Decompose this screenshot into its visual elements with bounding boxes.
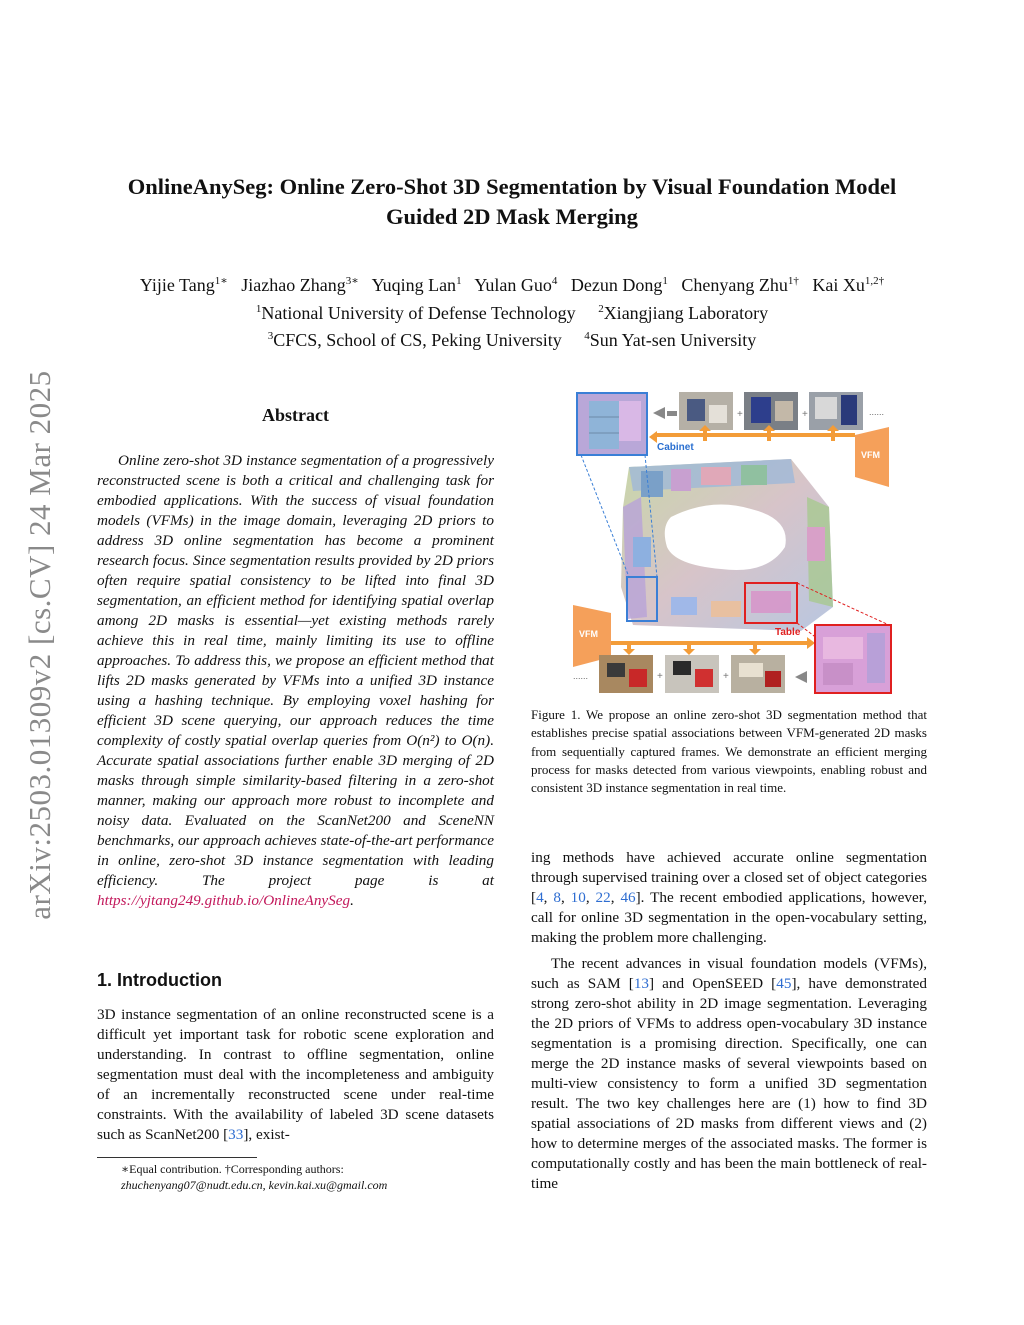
title-line-2: Guided 2D Mask Merging	[386, 204, 638, 229]
project-page-link[interactable]: https://yjtang249.github.io/OnlineAnySeg	[97, 892, 351, 909]
table-crop	[815, 625, 891, 693]
bottom-frame-strip	[573, 655, 807, 693]
reconstructed-scene	[621, 459, 833, 631]
author: Jiazhao Zhang$^{3∗}$	[241, 275, 359, 295]
intro-paragraph: 3D instance segmentation of an online reconstructed scene is a difficult yet important task for robotic scene exploration and understanding. In contrast to offline segmentation, online segmentation must deal with the incompleteness and ambiguity of an incrementally reconstructed scene under real-time constraints. With the availability of labeled 3D scene datasets such as ScanNet200 [33], exist-	[97, 1006, 494, 1143]
affiliation: $^1$National University of Defense Technology	[255, 302, 576, 323]
affiliation: $^3$CFCS, School of CS, Peking University	[267, 330, 562, 350]
label-table: Table	[775, 627, 801, 638]
citation-link[interactable]: 4	[536, 889, 544, 906]
label-vfm-top: VFM	[861, 450, 880, 460]
ellipsis: ......	[869, 407, 885, 417]
author: Yijie Tang$^{1∗}$	[139, 275, 228, 295]
author: Yulan Guo$^4$	[474, 275, 558, 295]
footnote	[97, 1161, 497, 1193]
label-cabinet: Cabinet	[657, 442, 694, 453]
author-block	[90, 270, 934, 353]
footnote-rule	[97, 1157, 257, 1158]
plus-sign: +	[737, 409, 743, 420]
cabinet-crop	[577, 393, 647, 455]
abstract-text: Online zero-shot 3D instance segmentation of a progressively reconstructed scene is both a critical and challenging task for embodied applications. With the success of visual foundation models (VFMs) in the image domain, leveraging 2D priors to address 3D online segmentation has become a prominent research focus. Since segmentation results provided by 2D priors often require spatial consistency to be lifted into final 3D segmentation, an efficient method for identifying spatial overlap among 2D masks is essential—yet existing methods rarely achieve this in real time, mainly limiting its use to offline approaches. To address this, we propose an efficient method that lifts 2D masks generated by VFMs into a unified 3D instance using a hashing technique. By employing voxel hashing for efficient 3D scene querying, our approach reduces the time complexity of costly spatial overlap queries from O(n²) to O(n). Accurate spatial associations further enable 3D merging of 2D masks through simple similarity-based filtering in a zero-shot manner, making our approach more robust to incomplete and noisy data. Evaluated on the ScanNet200 and SceneNN benchmarks, our approach achieves state-of-the-art performance in online, zero-shot 3D instance segmentation with leading efficiency. The project page is at https://yjtang249.github.io/OnlineAnySeg.	[97, 452, 494, 909]
author: Kai $Xu^{1,2\dagger}$	[812, 275, 885, 295]
arrow-right-icon	[795, 671, 807, 683]
affiliation-line-2	[90, 325, 934, 353]
citation-link[interactable]: 45	[776, 975, 792, 992]
arrow-left-icon	[653, 407, 665, 419]
figure-1-caption: Figure 1. We propose an online zero-shot 3D segmentation method that establishes precise spatial associations between VFM-generated 2D masks from sequentially captured frames. We demonstrate an efficient merging process for masks detected from various viewpoints, enabling robust and consistent 3D instance segmentation in real time.	[531, 707, 927, 796]
plus-sign: +	[657, 671, 663, 682]
bottom-arrows	[611, 637, 815, 655]
abstract-heading: Abstract	[262, 405, 329, 425]
citation-link[interactable]: 22	[595, 889, 611, 906]
author: Yuqing Lan$^1$	[371, 275, 462, 295]
ellipsis: ......	[573, 671, 589, 681]
author-list	[90, 270, 934, 298]
plus-sign: +	[802, 409, 808, 420]
paper-title	[90, 172, 934, 232]
citation-link[interactable]: 10	[570, 889, 586, 906]
arxiv-stamp-text: arXiv:2503.01309v2 [cs.CV] 24 Mar 2025	[22, 370, 57, 920]
right-paragraph-1: ing methods have achieved accurate online segmentation through supervised training over a closed set of object categories [4, 8, 10, 22, 46]. The recent embodied applications, however, call for online 3D segmentation in the open-vocabulary setting, making the problem more challenging.	[531, 849, 927, 946]
title-line-1: OnlineAnySeg: Online Zero-Shot 3D Segmentation by Visual Foundation Model	[127, 174, 897, 199]
figure-1	[571, 387, 895, 699]
footnote-line-1: ∗Equal contribution. †Corresponding authors:	[121, 1162, 344, 1176]
top-frame-strip	[653, 392, 884, 430]
affiliation-line-1	[90, 298, 934, 326]
author: Dezun Dong$^1$	[570, 275, 668, 295]
author: Chenyang Zhu$^{1\dagger}$	[681, 275, 799, 295]
plus-sign: +	[723, 671, 729, 682]
citation-link[interactable]: 8	[553, 889, 561, 906]
label-vfm-bottom: VFM	[579, 629, 598, 639]
section-heading-introduction: 1. Introduction	[97, 970, 222, 990]
citation-link[interactable]: 46	[620, 889, 636, 906]
affiliation: $^2$Xiangjiang Laboratory	[598, 302, 769, 323]
citation-link[interactable]: 33	[228, 1126, 244, 1143]
citation-link[interactable]: 13	[633, 975, 649, 992]
right-paragraph-2: The recent advances in visual foundation models (VFMs), such as SAM [13] and OpenSEED [45], have demonstrated strong zero-shot ability in 2D image segmentation. Leveraging the 2D priors of VFMs to address open-vocabulary 3D instance segmentation is a promising direction. Specifically, one can merge the 2D instance masks of several viewpoints based on multi-view consistency to form a unified 3D segmentation result. The two key challenges here are (1) how to find 3D spatial associations of 2D masks from different views and (2) how to determine merges of the associated masks. The former is computationally costly and has been the main bottleneck of real-time	[531, 955, 928, 1192]
affiliation: $^4$Sun Yat-sen University	[584, 330, 757, 350]
footnote-emails: zhuchenyang07@nudt.edu.cn, kevin.kai.xu@gmail.com	[121, 1178, 388, 1192]
